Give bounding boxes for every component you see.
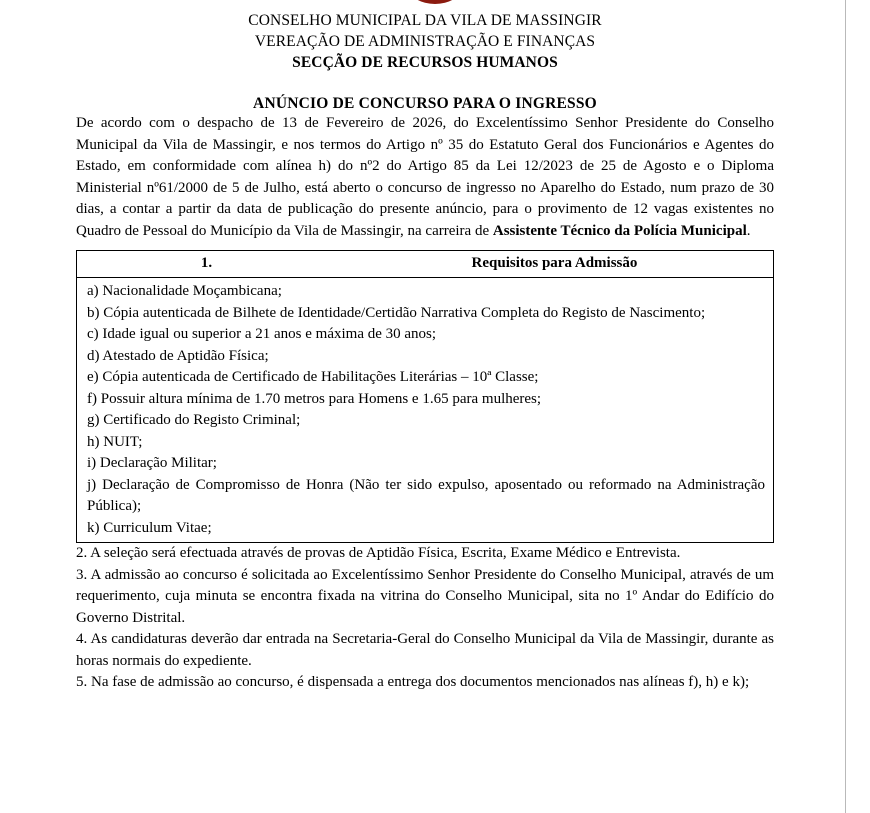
table-row [77,324,774,346]
intro-paragraph [76,113,774,242]
table-row [77,389,774,411]
document-content [76,10,774,694]
table-header-row [77,251,774,278]
requirement-item: g) Certificado do Registo Criminal; [77,410,774,432]
intro-text-part1: De acordo com o despacho de 13 de Fevereiro de 2026, do Excelentíssimo Senhor Presidente do Conselho Municipal da Vila de Massingir, e nos termos do Artigo nº 35 do Estatuto Geral dos Funcionários e Agentes do Estado, em conformidade com alínea h) do nº2 do Artigo 85 da Lei 12/2023 de 25 de Agosto e o Diploma Ministerial nº61/2000 de 5 de Julho, está aberto o concurso de ingresso no Aparelho do Estado, num prazo de 30 dias, a contar a partir da data de publicação do presente anúncio, para o provimento de 12 vagas existentes no Quadro de Pessoal do Município da Vila de Massingir, na carreira de [76,115,774,239]
header-line-1: CONSELHO MUNICIPAL DA VILA DE MASSINGIR [248,12,602,29]
table-header-label: Requisitos para Admissão [336,251,774,278]
header-line-3: SECÇÃO DE RECURSOS HUMANOS [292,54,558,71]
table-row [77,432,774,454]
requirement-item: a) Nacionalidade Moçambicana; [77,278,774,303]
table-row [77,367,774,389]
table-row [77,346,774,368]
table-row [77,453,774,475]
requirement-item: d) Atestado de Aptidão Física; [77,346,774,368]
table-row [77,410,774,432]
requirement-item: f) Possuir altura mínima de 1.70 metros para Homens e 1.65 para mulheres; [77,389,774,411]
requirement-item: j) Declaração de Compromisso de Honra (Não ter sido expulso, aposentado ou reformado na Administração Pública); [77,475,774,518]
requirement-item: c) Idade igual ou superior a 21 anos e máxima de 30 anos; [77,324,774,346]
table-header-number: 1. [77,251,336,278]
requirement-item: k) Curriculum Vitae; [77,518,774,543]
header-line-2: VEREAÇÃO DE ADMINISTRAÇÃO E FINANÇAS [254,33,596,50]
table-row [77,475,774,518]
requirement-item: i) Declaração Militar; [77,453,774,475]
table-row [77,518,774,543]
requirement-item: b) Cópia autenticada de Bilhete de Identidade/Certidão Narrativa Completa do Registo de Nascimento; [77,303,774,325]
intro-career-name: Assistente Técnico da Polícia Municipal [492,222,747,239]
page-border-rule [845,0,846,813]
requirements-table [76,250,774,543]
clause-3: 3. A admissão ao concurso é solicitada ao Excelentíssimo Senhor Presidente do Conselho Municipal, através de um requerimento, cuja minuta se encontra fixada na vitrina do Conselho Municipal, sita no 1º Andar do Edifício do Governo Distrital. [76,566,774,626]
clause-2: 2. A seleção será efectuada através de provas de Aptidão Física, Escrita, Exame Médico e Entrevista. [76,545,681,561]
requirement-item: e) Cópia autenticada de Certificado de Habilitações Literárias – 10ª Classe; [77,367,774,389]
table-row [77,278,774,303]
coat-of-arms-icon [398,0,472,8]
requirement-item: h) NUIT; [77,432,774,454]
clause-4: 4. As candidaturas deverão dar entrada na Secretaria-Geral do Conselho Municipal da Vila de Massingir, durante as horas normais do expediente. [76,631,774,669]
table-row [77,303,774,325]
intro-text-part2: . [746,222,751,239]
clause-5: 5. Na fase de admissão ao concurso, é dispensada a entrega dos documentos mencionados nas alíneas f), h) e k); [76,674,750,690]
document-title: ANÚNCIO DE CONCURSO PARA O INGRESSO [253,95,597,112]
